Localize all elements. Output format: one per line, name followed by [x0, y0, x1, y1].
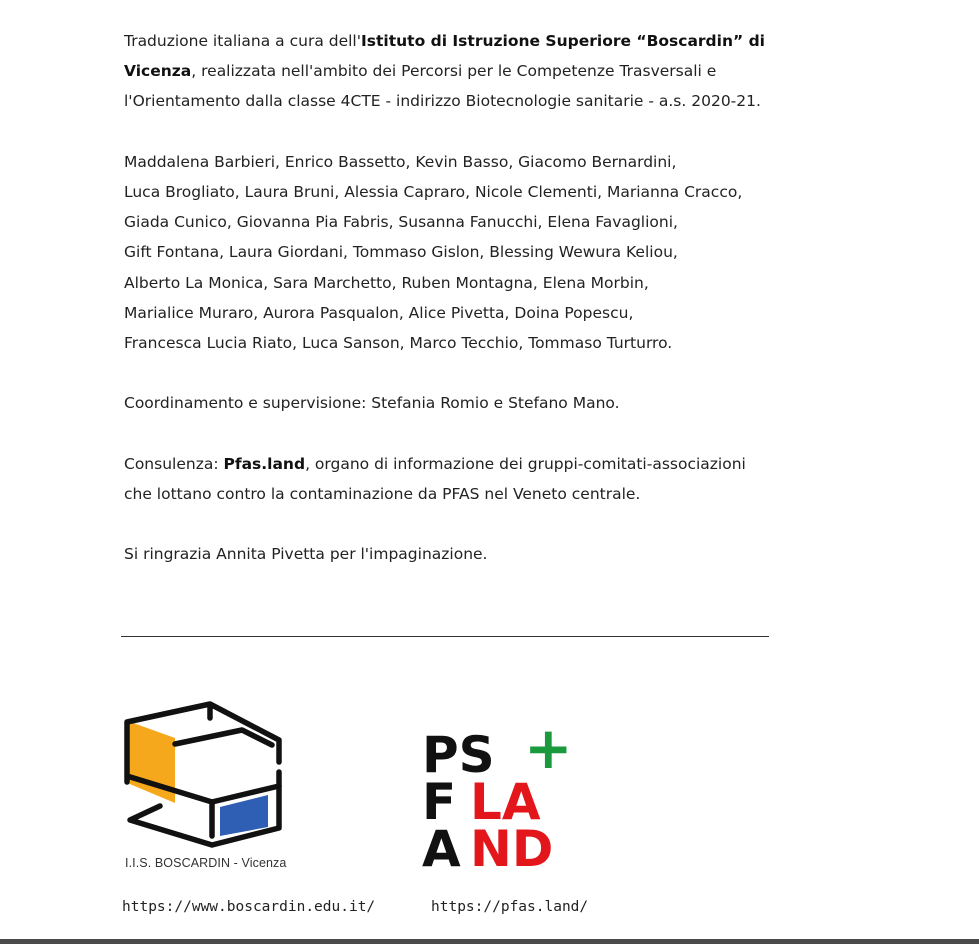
student-line: Giada Cunico, Giovanna Pia Fabris, Susanna Fanucchi, Elena Favaglioni,: [124, 213, 678, 232]
student-line: Gift Fontana, Laura Giordani, Tommaso Gislon, Blessing Wewura Keliou,: [124, 243, 678, 262]
student-line: Alberto La Monica, Sara Marchetto, Ruben Montagna, Elena Morbin,: [124, 273, 649, 292]
coordination-paragraph: Coordinamento e supervisione: Stefania Romio e Stefano Mano.: [124, 394, 620, 413]
boscardin-caption: I.I.S. BOSCARDIN - Vicenza: [125, 856, 287, 870]
boscardin-url[interactable]: https://www.boscardin.edu.it/: [122, 899, 376, 915]
consulting-paragraph: [124, 449, 784, 509]
consulting-prefix: Consulenza:: [124, 454, 224, 473]
student-line: Francesca Lucia Riato, Luca Sanson, Marco Tecchio, Tommaso Turturro.: [124, 334, 673, 353]
consulting-line2: che lottano contro la contaminazione da PFAS nel Veneto centrale.: [124, 485, 641, 503]
pfas-logo-text-la: LA: [470, 773, 541, 831]
intro-suffix: , realizzata nell'ambito dei Percorsi per le Competenze Trasversali e l'Orientamento dalla classe 4CTE - indirizzo Biotecnologie sanitarie - a.s. 2020-21.: [124, 62, 761, 111]
pfas-logo-text-a: A: [422, 820, 461, 873]
student-line: Marialice Muraro, Aurora Pasqualon, Alice Pivetta, Doina Popescu,: [124, 303, 634, 322]
pfas-land-logo: [420, 728, 576, 873]
pfas-logo-plus: +: [524, 728, 573, 782]
boscardin-logo: [122, 700, 286, 875]
student-line: Maddalena Barbieri, Enrico Bassetto, Kevin Basso, Giacomo Bernardini,: [124, 152, 677, 171]
student-line: Luca Brogliato, Laura Bruni, Alessia Capraro, Nicole Clementi, Marianna Cracco,: [124, 183, 743, 201]
intro-paragraph: [124, 26, 784, 117]
consulting-suffix: , organo di informazione dei gruppi-comitati-associazioni: [305, 454, 746, 473]
credits-text: [124, 26, 784, 600]
pfas-logo-text-ps: PS: [422, 728, 495, 784]
pfas-land-url[interactable]: https://pfas.land/: [431, 899, 589, 915]
consulting-name: Pfas.land: [223, 454, 306, 473]
divider-line: [121, 636, 769, 637]
intro-prefix: Traduzione italiana a cura dell': [124, 32, 361, 50]
thanks-paragraph: Si ringrazia Annita Pivetta per l'impaginazione.: [124, 545, 488, 564]
bottom-scroll-edge: [0, 939, 979, 944]
students-paragraph: [124, 147, 784, 358]
institute-name: Istituto di Istruzione Superiore “Boscardin” di Vicenza: [124, 32, 765, 81]
pfas-logo-text-nd: ND: [470, 820, 554, 873]
pfas-logo-text-f: F: [422, 773, 457, 831]
boscardin-logo-inner-stroke: [175, 730, 279, 802]
